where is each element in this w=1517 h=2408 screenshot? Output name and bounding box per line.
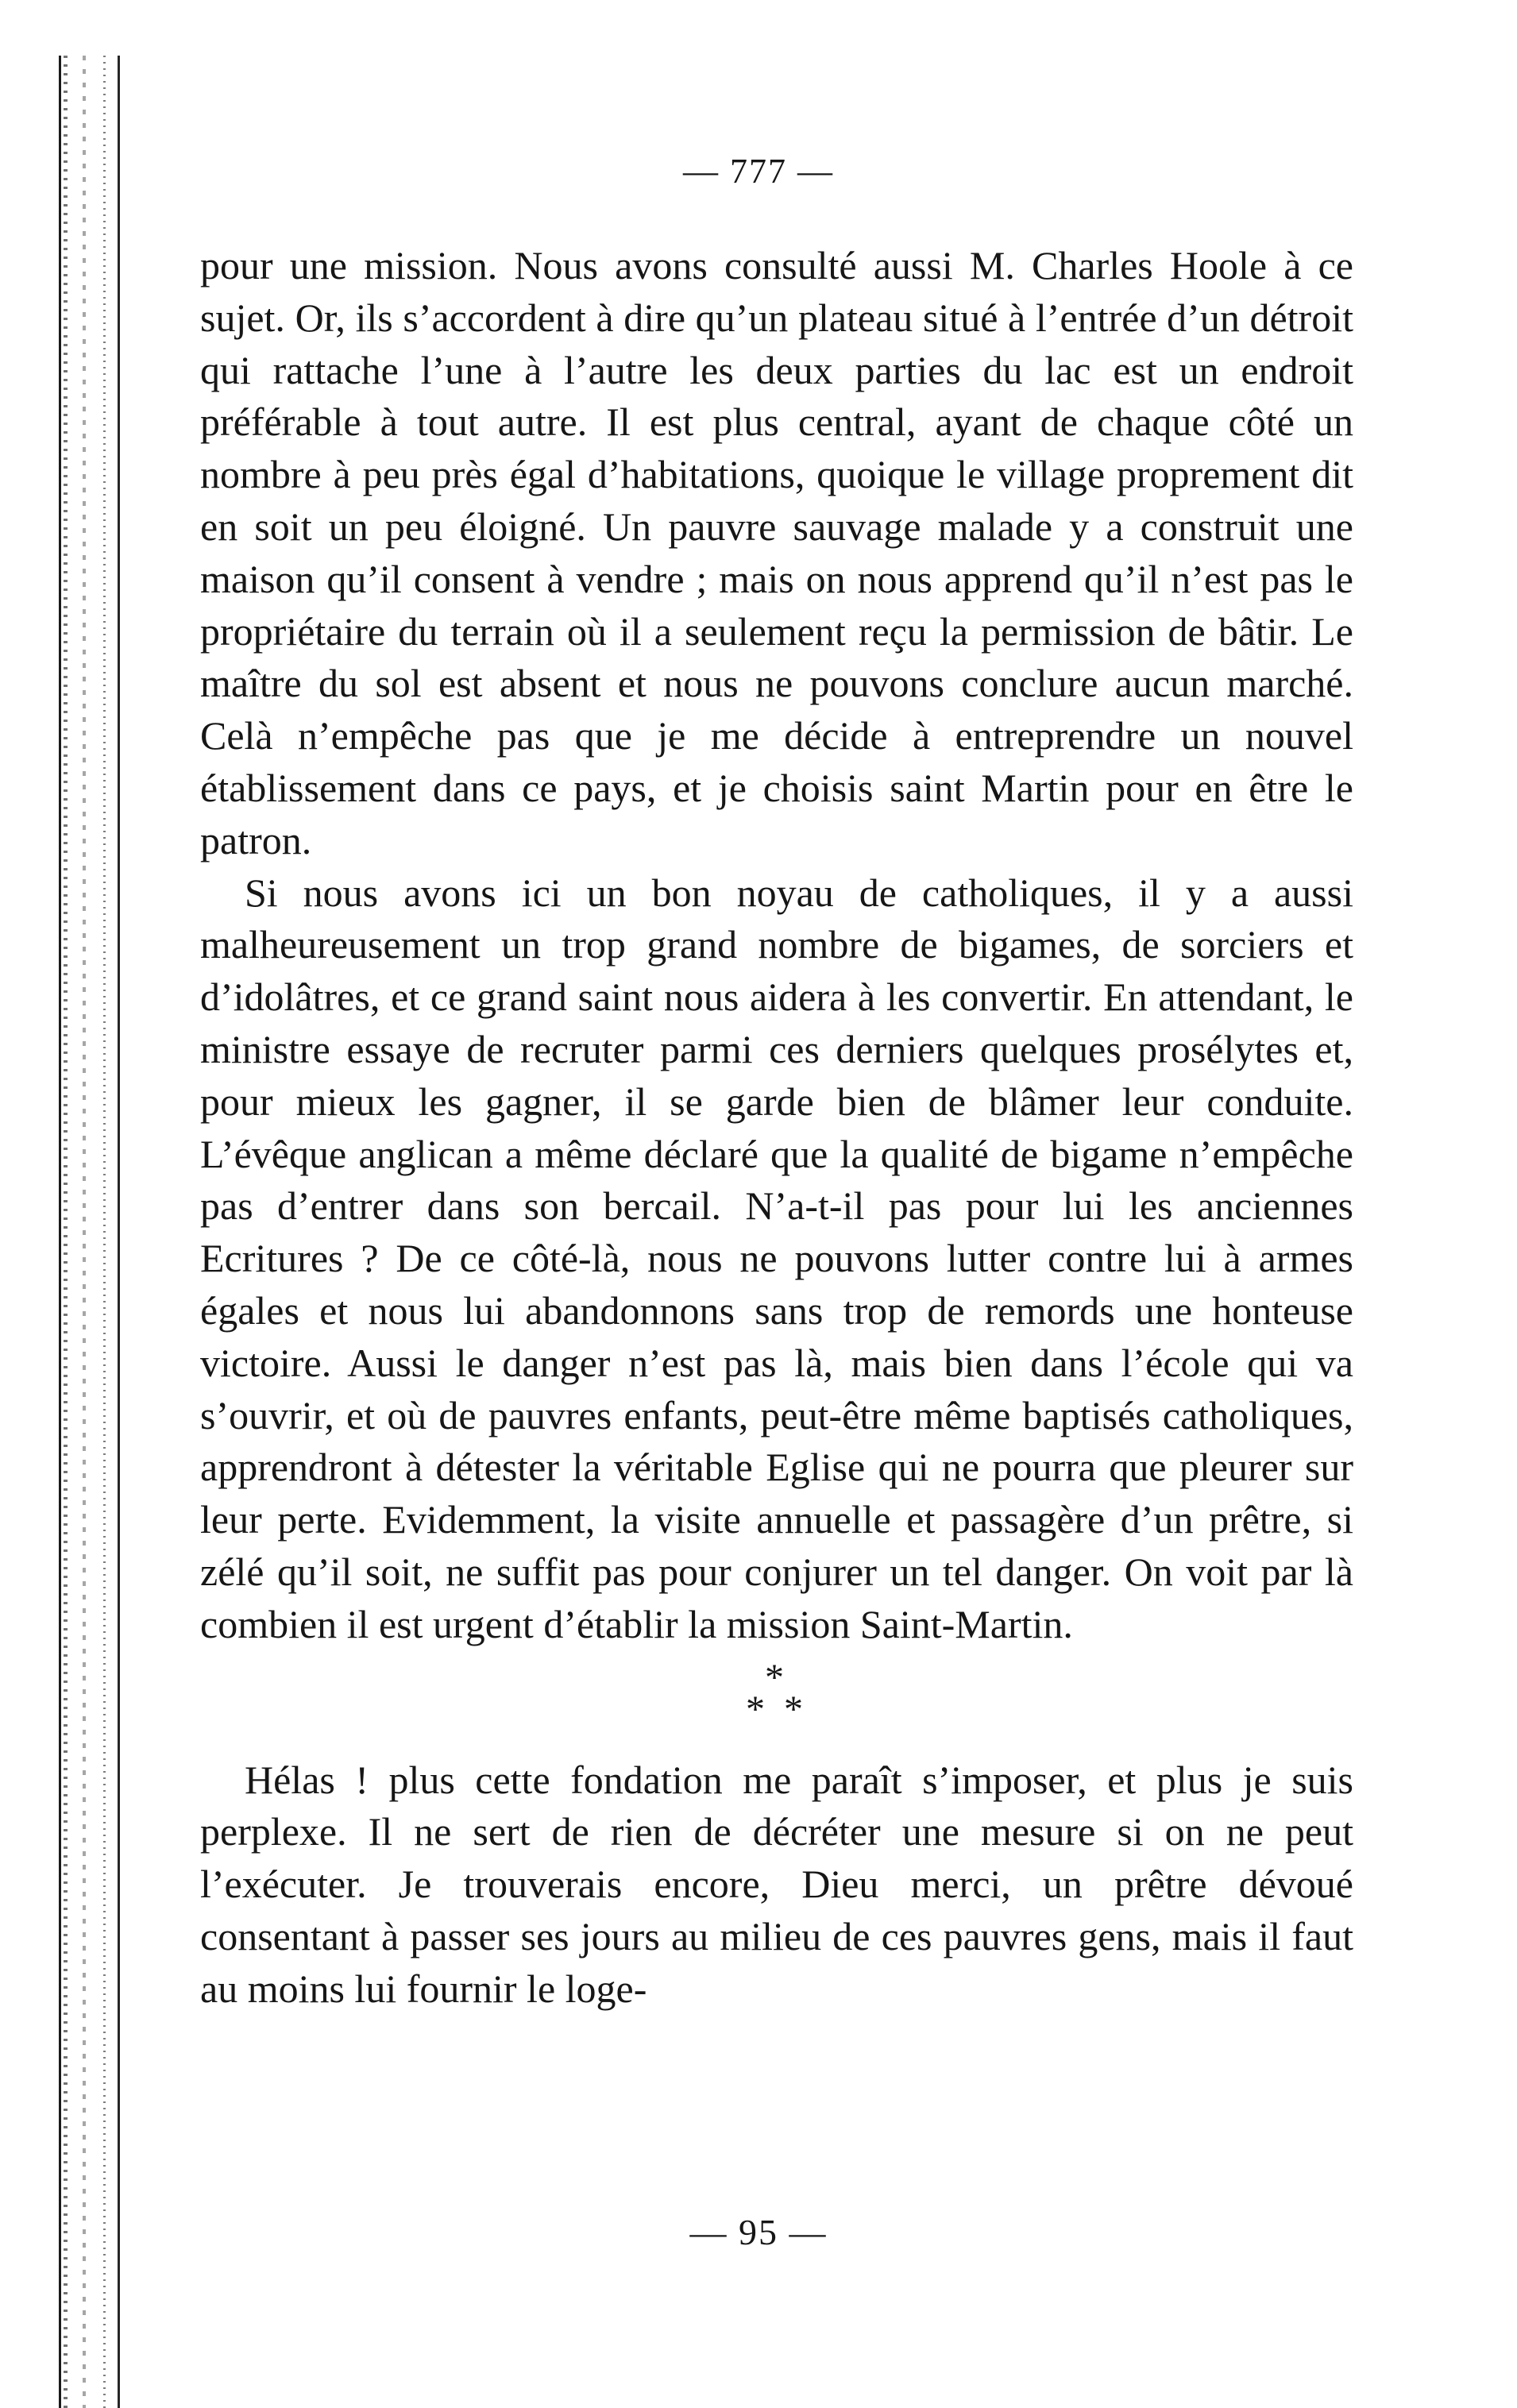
separator-asterisks-bottom: * *: [746, 1688, 808, 1731]
page-header-number: — 777 —: [683, 152, 834, 191]
paragraph-2: Si nous avons ici un bon noyau de catholiques, il y a aussi malheureusement un trop grand nombre de bigames, de sorciers et d’idolâtres, et ce grand saint nous aidera à les convertir. En attendant, le ministre essaye de recruter parmi ces derniers quelques prosélytes et, pour mieux les gagner, il se garde bien de blâmer leur conduite. L’évêque anglican a même déclaré que la qualité de bigame n’empêche pas d’entrer dans son bercail. N’a-t-il pas pour lui les anciennes Ecritures ? De ce côté-là, nous ne pouvons lutter contre lui à armes égales et nous lui abandonnons sans trop de remords une honteuse victoire. Aussi le danger n’est pas là, mais bien dans l’école qui va s’ouvrir, et où de pauvres enfants, peut-être même baptisés catholiques, apprendront à détester la véritable Eglise qui ne pourra que pleurer sur leur perte. Evidemment, la visite annuelle et passagère d’un prêtre, si zélé qu’il soit, ne suffit pas pour conjurer un tel danger. On voit par là combien il est urgent d’établir la mission Saint-Martin.: [200, 870, 1353, 1646]
book-binding-edge: [56, 56, 125, 2408]
page-footer-signature: — 95 —: [689, 2212, 828, 2252]
section-separator: [200, 1651, 1353, 1754]
separator-asterisk-top: *: [765, 1656, 789, 1699]
paragraph-1: pour une mission. Nous avons consulté aussi M. Charles Hoole à ce sujet. Or, ils s’accordent à dire qu’un plateau situé à l’entrée d’un détroit qui rattache l’une à l’autre les deux parties du lac est un endroit préférable à tout autre. Il est plus central, ayant de chaque côté un nombre à peu près égal d’habitations, quoique le village proprement dit en soit un peu éloigné. Un pauvre sauvage malade y a construit une maison qu’il consent à vendre ; mais on nous apprend qu’il n’est pas le propriétaire du terrain où il a seulement reçu la permission de bâtir. Le maître du sol est absent et nous ne pouvons conclure aucun marché. Celà n’empêche pas que je me décide à entreprendre un nouvel établissement dans ce pays, et je choisis saint Martin pour en être le patron.: [200, 243, 1353, 862]
paragraph-3: Hélas ! plus cette fondation me paraît s’imposer, et plus je suis perplexe. Il ne sert de rien de décréter une mesure si on ne peut l’exécuter. Je trouverais encore, Dieu merci, un prêtre dévoué consentant à passer ses jours au milieu de ces pauvres gens, mais il faut au moins lui fournir le loge-: [200, 1757, 1353, 2011]
page-body: [200, 240, 1353, 2016]
